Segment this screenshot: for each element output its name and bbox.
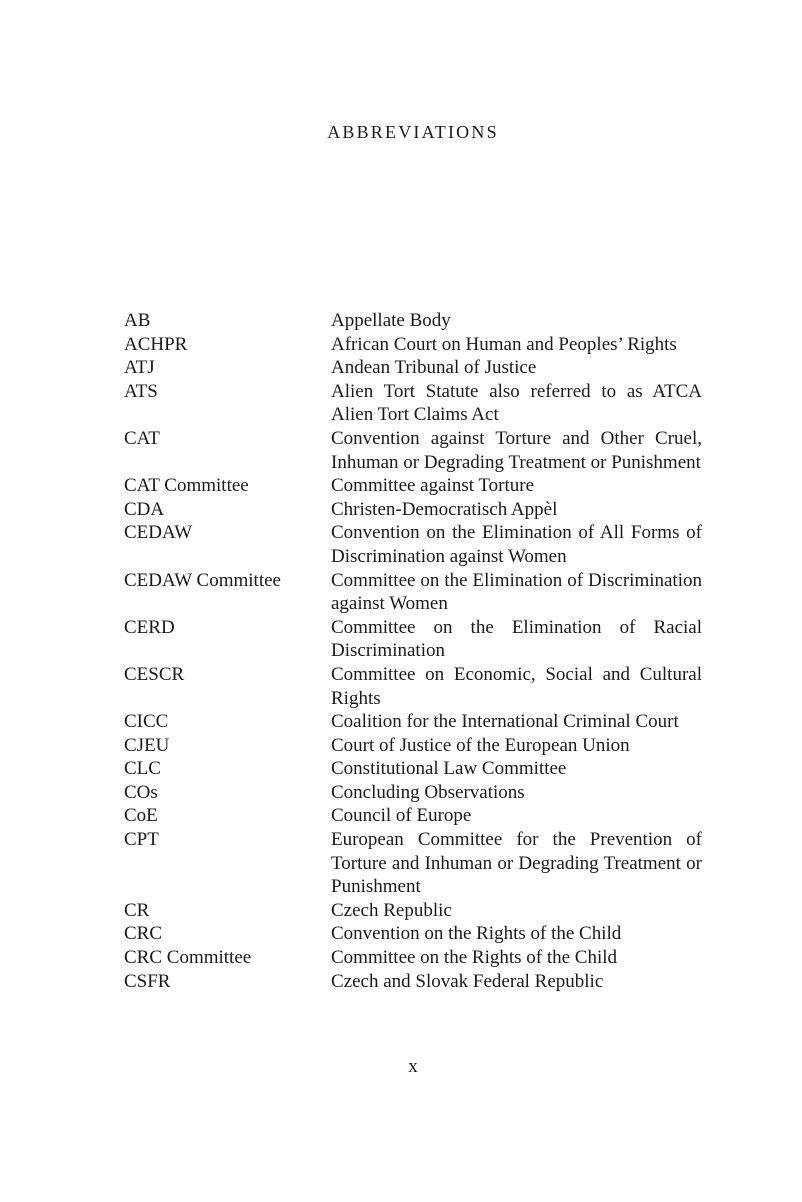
abbreviation-term: CDA [124,498,165,520]
page-number: x [408,1056,418,1077]
list-item [124,970,702,994]
abbreviation-definition: Andean Tribunal of Justice [331,357,537,379]
abbreviation-term: CICC [124,711,169,733]
abbreviation-definition: Czech and Slovak Federal Republic [331,970,604,992]
list-item [124,498,702,522]
list-item [124,569,702,616]
list-item [124,899,702,923]
abbreviation-definition: Convention against Torture and Other Cruel, Inhuman or Degrading Treatment or Punishment [331,427,702,473]
list-item [124,309,702,333]
abbreviation-definition: European Committee for the Prevention of Torture and Inhuman or Degrading Treatment or Punishment [331,829,702,898]
list-item [124,380,702,427]
abbreviation-definition: Czech Republic [331,899,452,921]
abbreviation-definition: Constitutional Law Committee [331,758,567,780]
abbreviation-term: CERD [124,616,175,638]
list-item [124,734,702,758]
abbreviation-term: CAT Committee [124,475,249,497]
abbreviation-definition: Committee on the Elimination of Discrimination against Women [331,569,702,615]
abbreviations-list [124,309,702,993]
abbreviation-definition: Alien Tort Statute also referred to as ATCA Alien Tort Claims Act [331,380,702,426]
abbreviation-term: ATJ [124,357,155,379]
abbreviation-term: AB [124,310,151,331]
abbreviation-term: CPT [124,829,159,851]
list-item [124,804,702,828]
list-item [124,427,702,474]
abbreviation-term: CSFR [124,970,171,992]
list-item [124,781,702,805]
abbreviation-term: ACHPR [124,333,188,355]
abbreviation-term: CJEU [124,734,170,756]
list-item [124,757,702,781]
abbreviation-definition: Committee on the Rights of the Child [331,947,618,969]
abbreviation-term: CEDAW [124,522,193,544]
list-item [124,521,702,568]
abbreviation-definition: Council of Europe [331,805,472,827]
abbreviation-definition: Court of Justice of the European Union [331,734,630,756]
abbreviation-term: CRC [124,923,163,945]
list-item [124,828,702,899]
abbreviation-term: CR [124,899,150,921]
abbreviation-term: CRC Committee [124,947,252,969]
abbreviation-definition: Coalition for the International Criminal Court [331,711,679,733]
list-item [124,474,702,498]
abbreviation-definition: Committee on the Elimination of Racial Discrimination [331,616,702,662]
abbreviation-term: CoE [124,805,158,827]
abbreviation-definition: Christen-Democratisch Appèl [331,498,558,520]
abbreviation-term: COs [124,781,158,803]
abbreviation-term: ATS [124,380,158,402]
abbreviation-term: CLC [124,758,161,780]
abbreviation-term: CEDAW Committee [124,569,281,591]
abbreviation-definition: Concluding Observations [331,781,525,803]
page-heading: ABBREVIATIONS [327,122,499,142]
abbreviation-definition: Committee on Economic, Social and Cultural Rights [331,663,702,709]
abbreviation-term: CESCR [124,663,185,685]
abbreviation-definition: African Court on Human and Peoples’ Rights [331,333,677,355]
list-item [124,663,702,710]
abbreviation-definition: Appellate Body [331,310,451,331]
abbreviation-definition: Convention on the Elimination of All Forms of Discrimination against Women [331,522,702,567]
list-item [124,333,702,357]
list-item [124,922,702,946]
list-item [124,946,702,970]
abbreviation-term: CAT [124,427,160,449]
list-item [124,356,702,380]
list-item [124,616,702,663]
list-item [124,710,702,734]
abbreviation-definition: Convention on the Rights of the Child [331,923,622,945]
abbreviation-definition: Committee against Torture [331,475,535,497]
